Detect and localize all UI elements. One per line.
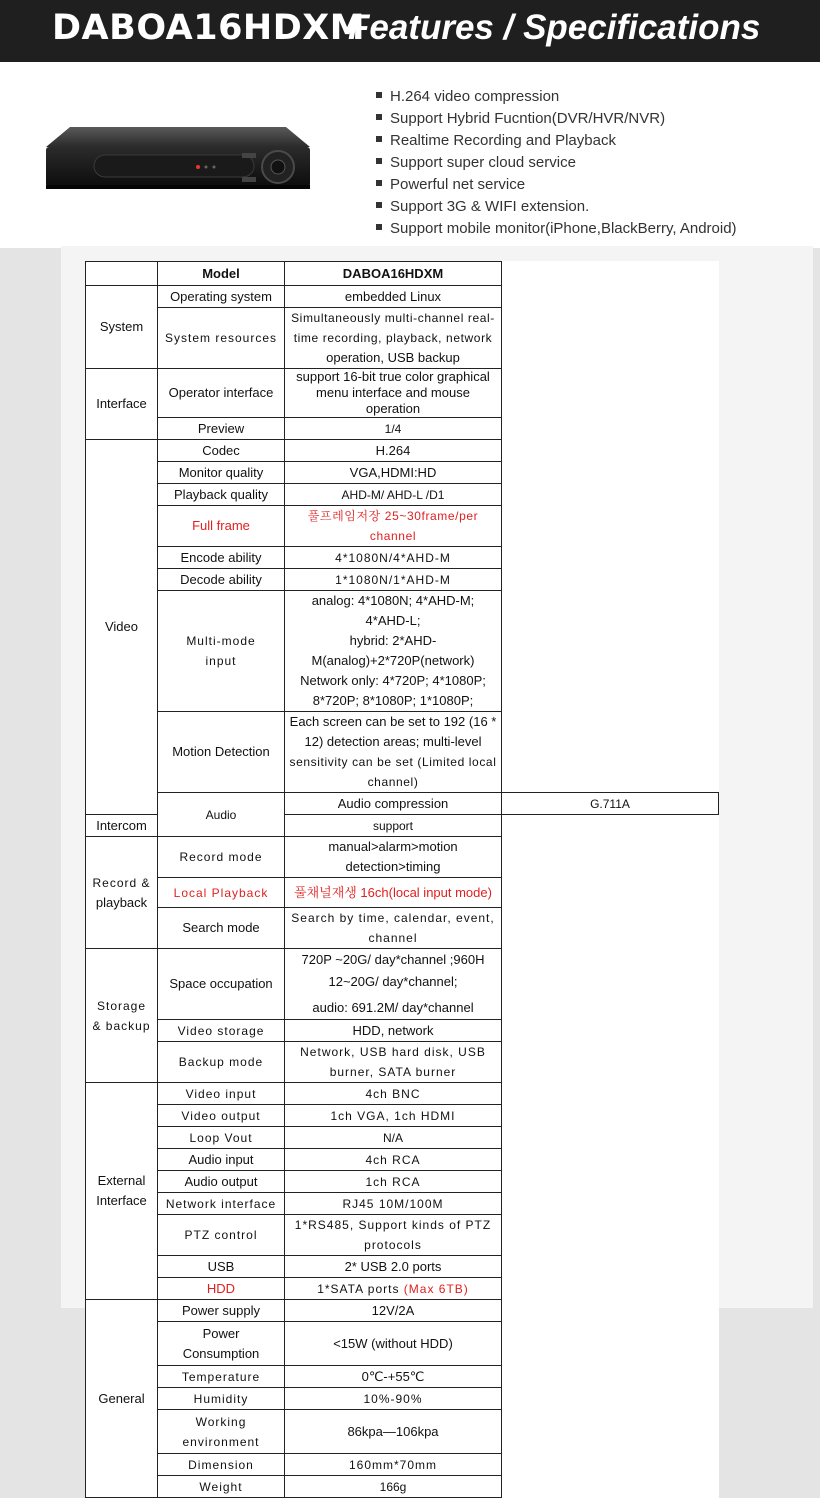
row-label: Audio input xyxy=(158,1149,285,1171)
feature-item: Support 3G & WIFI extension. xyxy=(376,196,737,218)
table-row xyxy=(86,1193,719,1215)
row-value: AHD-M/ AHD-L /D1 xyxy=(285,484,502,506)
row-value: 1/4 xyxy=(285,418,502,440)
row-label: Audio output xyxy=(158,1171,285,1193)
table-row xyxy=(86,1366,719,1388)
table-row xyxy=(86,878,719,908)
row-label: System resources xyxy=(158,308,285,369)
row-value: HDD, network xyxy=(285,1020,502,1042)
table-row xyxy=(86,418,719,440)
bullet-icon xyxy=(376,136,382,142)
table-row xyxy=(86,1149,719,1171)
table-row xyxy=(86,1256,719,1278)
row-label: Monitor quality xyxy=(158,462,285,484)
table-row xyxy=(86,308,719,369)
row-label: Operator interface xyxy=(158,369,285,418)
row-label: Motion Detection xyxy=(158,712,285,793)
row-label: Encode ability xyxy=(158,547,285,569)
row-value: Search by time, calendar, event, channel xyxy=(285,908,502,949)
row-value: 4*1080N/4*AHD-M xyxy=(285,547,502,569)
row-value: Network, USB hard disk, USB burner, SATA burner xyxy=(285,1042,502,1083)
table-row xyxy=(86,591,719,712)
table-header-row xyxy=(86,262,719,286)
table-row xyxy=(86,1171,719,1193)
row-label: Decode ability xyxy=(158,569,285,591)
table-row xyxy=(86,1105,719,1127)
row-value: N/A xyxy=(285,1127,502,1149)
row-label: HDD xyxy=(158,1278,285,1300)
row-value: 720P ~20G/ day*channel ;960H 12~20G/ day*channel; audio: 691.2M/ day*channel xyxy=(285,949,502,1020)
bullet-icon xyxy=(376,114,382,120)
row-label: Record mode xyxy=(158,837,285,878)
row-value: 10%-90% xyxy=(285,1388,502,1410)
row-label: Local Playback xyxy=(158,878,285,908)
bullet-icon xyxy=(376,202,382,208)
row-label: Loop Vout xyxy=(158,1127,285,1149)
row-label: Intercom xyxy=(86,815,158,837)
group-external-interface: External Interface xyxy=(86,1083,158,1300)
page-header xyxy=(0,0,820,62)
row-value: 160mm*70mm xyxy=(285,1454,502,1476)
table-row xyxy=(86,484,719,506)
row-value: support 16-bit true color graphical menu interface and mouse operation xyxy=(285,369,502,418)
header-model-label: Model xyxy=(158,262,285,286)
bullet-icon xyxy=(376,92,382,98)
row-value: 86kpa—106kpa xyxy=(285,1410,502,1454)
table-row xyxy=(86,462,719,484)
row-value: 4ch RCA xyxy=(285,1149,502,1171)
table-row xyxy=(86,1388,719,1410)
row-label: Dimension xyxy=(158,1454,285,1476)
feature-item: Support super cloud service xyxy=(376,152,737,174)
row-value: 166g xyxy=(285,1476,502,1498)
row-value: G.711A xyxy=(502,793,719,815)
row-value: Each screen can be set to 192 (16 * 12) detection areas; multi-level sensitivity can be set (Limited local channel) xyxy=(285,712,502,793)
table-row xyxy=(86,837,719,878)
row-value: 1*SATA ports (Max 6TB) xyxy=(285,1278,502,1300)
bullet-icon xyxy=(376,224,382,230)
row-value: manual>alarm>motion detection>timing xyxy=(285,837,502,878)
feature-list xyxy=(376,86,737,240)
table-row xyxy=(86,712,719,793)
feature-item: Powerful net service xyxy=(376,174,737,196)
table-row xyxy=(86,369,719,418)
row-value: VGA,HDMI:HD xyxy=(285,462,502,484)
row-value: 0℃-+55℃ xyxy=(285,1366,502,1388)
row-value: embedded Linux xyxy=(285,286,502,308)
row-label: Playback quality xyxy=(158,484,285,506)
row-label: Audio compression xyxy=(285,793,502,815)
row-label: USB xyxy=(158,1256,285,1278)
row-label: Power supply xyxy=(158,1300,285,1322)
table-row xyxy=(86,1454,719,1476)
row-value: analog: 4*1080N; 4*AHD-M; 4*AHD-L; hybrid: 2*AHD-M(analog)+2*720P(network) Network only: 4*720P; 4*1080P; 8*720P; 8*1080P; 1*1080P; xyxy=(285,591,502,712)
table-row xyxy=(86,547,719,569)
table-row xyxy=(86,908,719,949)
row-label: Search mode xyxy=(158,908,285,949)
row-label: Video output xyxy=(158,1105,285,1127)
row-label: Working environment xyxy=(158,1410,285,1454)
features-title: Features / Specifications xyxy=(348,8,761,47)
row-label: PTZ control xyxy=(158,1215,285,1256)
table-row xyxy=(86,1083,719,1105)
row-label: Codec xyxy=(158,440,285,462)
group-video: Video xyxy=(86,440,158,815)
group-system: System xyxy=(86,286,158,369)
row-label: Temperature xyxy=(158,1366,285,1388)
row-label: Video input xyxy=(158,1083,285,1105)
table-row xyxy=(86,440,719,462)
table-row xyxy=(86,1300,719,1322)
row-label: Space occupation xyxy=(158,949,285,1020)
feature-item: Realtime Recording and Playback xyxy=(376,130,737,152)
table-row xyxy=(86,506,719,547)
group-general: General xyxy=(86,1300,158,1498)
row-label: Video storage xyxy=(158,1020,285,1042)
row-label: Preview xyxy=(158,418,285,440)
table-row xyxy=(86,1127,719,1149)
group-audio: Audio xyxy=(158,793,285,837)
row-value: H.264 xyxy=(285,440,502,462)
row-label: Power Consumption xyxy=(158,1322,285,1366)
table-row xyxy=(86,1410,719,1454)
table-row xyxy=(86,1322,719,1366)
row-value: RJ45 10M/100M xyxy=(285,1193,502,1215)
group-storage-backup: Storage & backup xyxy=(86,949,158,1083)
table-row xyxy=(86,793,719,815)
table-row xyxy=(86,1215,719,1256)
header-model-value: DABOA16HDXM xyxy=(285,262,502,286)
table-row xyxy=(86,1042,719,1083)
dvr-product-image xyxy=(42,115,314,195)
row-value: 1ch VGA, 1ch HDMI xyxy=(285,1105,502,1127)
row-value: 12V/2A xyxy=(285,1300,502,1322)
bullet-icon xyxy=(376,158,382,164)
group-interface: Interface xyxy=(86,369,158,440)
row-label: Backup mode xyxy=(158,1042,285,1083)
row-value: support xyxy=(285,815,502,837)
row-value: 1*RS485, Support kinds of PTZ protocols xyxy=(285,1215,502,1256)
feature-item: Support Hybrid Fucntion(DVR/HVR/NVR) xyxy=(376,108,737,130)
row-label: Full frame xyxy=(158,506,285,547)
row-value: 1*1080N/1*AHD-M xyxy=(285,569,502,591)
row-value: 2* USB 2.0 ports xyxy=(285,1256,502,1278)
row-value: 4ch BNC xyxy=(285,1083,502,1105)
row-value: 풀프레임저장 25~30frame/per channel xyxy=(285,506,502,547)
row-value: Simultaneously multi-channel real-time recording, playback, network operation, USB backup xyxy=(285,308,502,369)
table-row xyxy=(86,1476,719,1498)
feature-item: H.264 video compression xyxy=(376,86,737,108)
row-label: Multi-mode input xyxy=(158,591,285,712)
row-value: 1ch RCA xyxy=(285,1171,502,1193)
row-label: Humidity xyxy=(158,1388,285,1410)
row-label: Weight xyxy=(158,1476,285,1498)
spec-table xyxy=(85,261,719,1498)
table-row xyxy=(86,949,719,1020)
row-label: Network interface xyxy=(158,1193,285,1215)
table-row xyxy=(86,569,719,591)
table-row xyxy=(86,1020,719,1042)
feature-item: Support mobile monitor(iPhone,BlackBerry, Android) xyxy=(376,218,737,240)
table-row xyxy=(86,286,719,308)
row-value: 풀채널재생 16ch(local input mode) xyxy=(285,878,502,908)
group-record-playback: Record & playback xyxy=(86,837,158,949)
row-value: <15W (without HDD) xyxy=(285,1322,502,1366)
row-label: Operating system xyxy=(158,286,285,308)
bullet-icon xyxy=(376,180,382,186)
model-title: DABOA16HDXM xyxy=(52,8,366,48)
table-row xyxy=(86,1278,719,1300)
